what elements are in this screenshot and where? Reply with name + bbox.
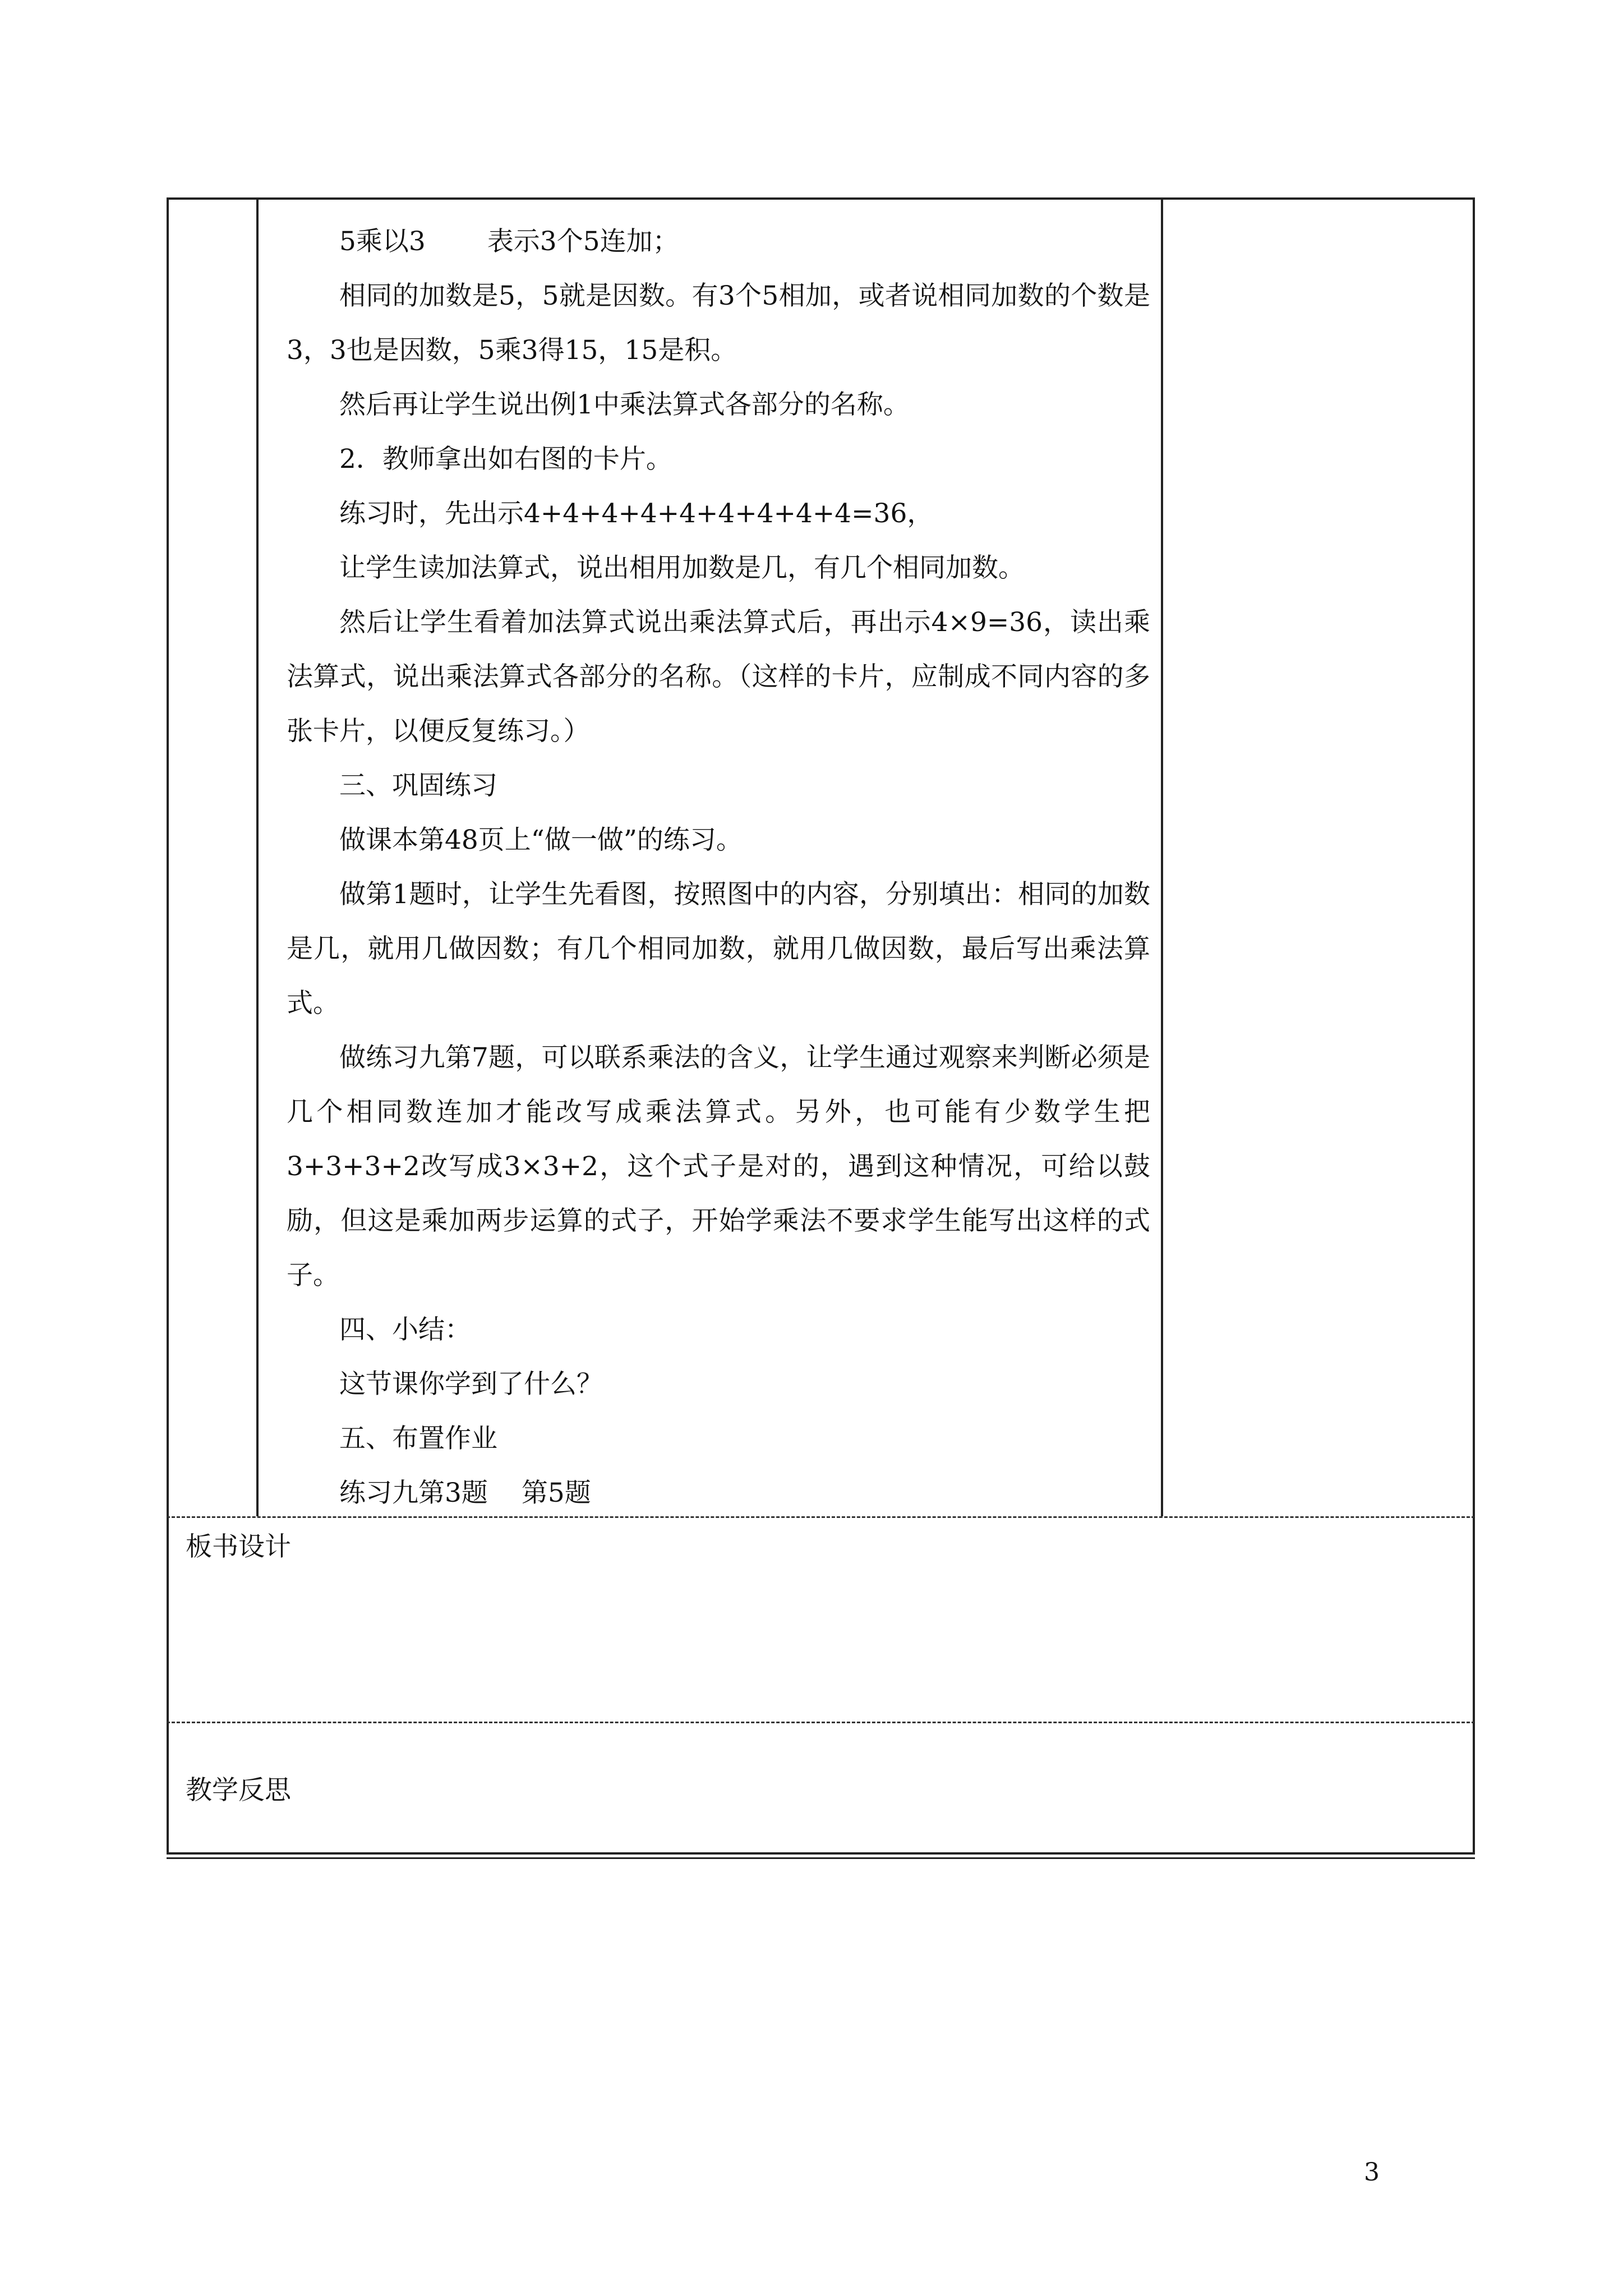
paragraph: 让学生读加法算式，说出相用加数是几，有几个相同加数。 <box>339 553 1025 583</box>
paragraph: 练习时，先出示4+4+4+4+4+4+4+4+4=36， <box>339 498 934 529</box>
paragraph: 做练习九第7题，可以联系乘法的含义，让学生通过观察来判断必须是几个相同数连加才能改写成乘法算式。另外，也可能有少数学生把3+3+3+2改写成3×3+2，这个式子是对的，遇到这种情况，可给以鼓励，但这是乘加两步运算的式子，开始学乘法不要求学生能写出这样的式子。 <box>287 1042 1150 1291</box>
paragraph: 做第1题时，让学生先看图，按照图中的内容，分别填出：相同的加数是几，就用几做因数；有几个相同加数，就用几做因数，最后写出乘法算式。 <box>287 879 1150 1019</box>
paragraph-text: 5乘以3 <box>339 226 426 257</box>
paragraph: 相同的加数是5，5就是因数。有3个5相加，或者说相同加数的个数是3，3也是因数，5乘3得15，15是积。 <box>287 280 1150 366</box>
paragraph-text: 练习九第3题 <box>339 1478 488 1508</box>
reflection-label: 教学反思 <box>186 1775 291 1806</box>
board-design-row <box>167 1516 1475 1722</box>
lesson-content-cell <box>259 200 1163 1516</box>
section-heading: 五、布置作业 <box>339 1423 497 1454</box>
paragraph-text: 第5题 <box>521 1478 591 1508</box>
lesson-table <box>167 197 1475 1516</box>
board-design-label: 板书设计 <box>186 1531 291 1562</box>
paragraph: 2．教师拿出如右图的卡片。 <box>339 444 672 475</box>
right-column <box>1163 200 1473 1516</box>
table-bottom-rule <box>167 1857 1475 1859</box>
paragraph <box>287 214 1150 269</box>
reflection-row <box>167 1722 1475 1855</box>
paragraph: 这节课你学到了什么？ <box>339 1369 603 1400</box>
paragraph: 然后再让学生说出例1中乘法算式各部分的名称。 <box>339 389 910 420</box>
section-heading: 四、小结： <box>339 1314 471 1345</box>
paragraph <box>287 1466 1150 1520</box>
paragraph: 做课本第48页上“做一做”的练习。 <box>339 825 743 855</box>
section-heading: 三、巩固练习 <box>339 770 497 801</box>
lesson-content <box>287 214 1150 1520</box>
paragraph-text: 表示3个5连加； <box>487 226 679 257</box>
left-column <box>169 200 259 1516</box>
paragraph: 然后让学生看着加法算式说出乘法算式后，再出示4×9=36，读出乘法算式，说出乘法算式各部分的名称。（这样的卡片，应制成不同内容的多张卡片，以便反复练习。） <box>287 607 1150 747</box>
page-number: 3 <box>1364 2158 1380 2187</box>
